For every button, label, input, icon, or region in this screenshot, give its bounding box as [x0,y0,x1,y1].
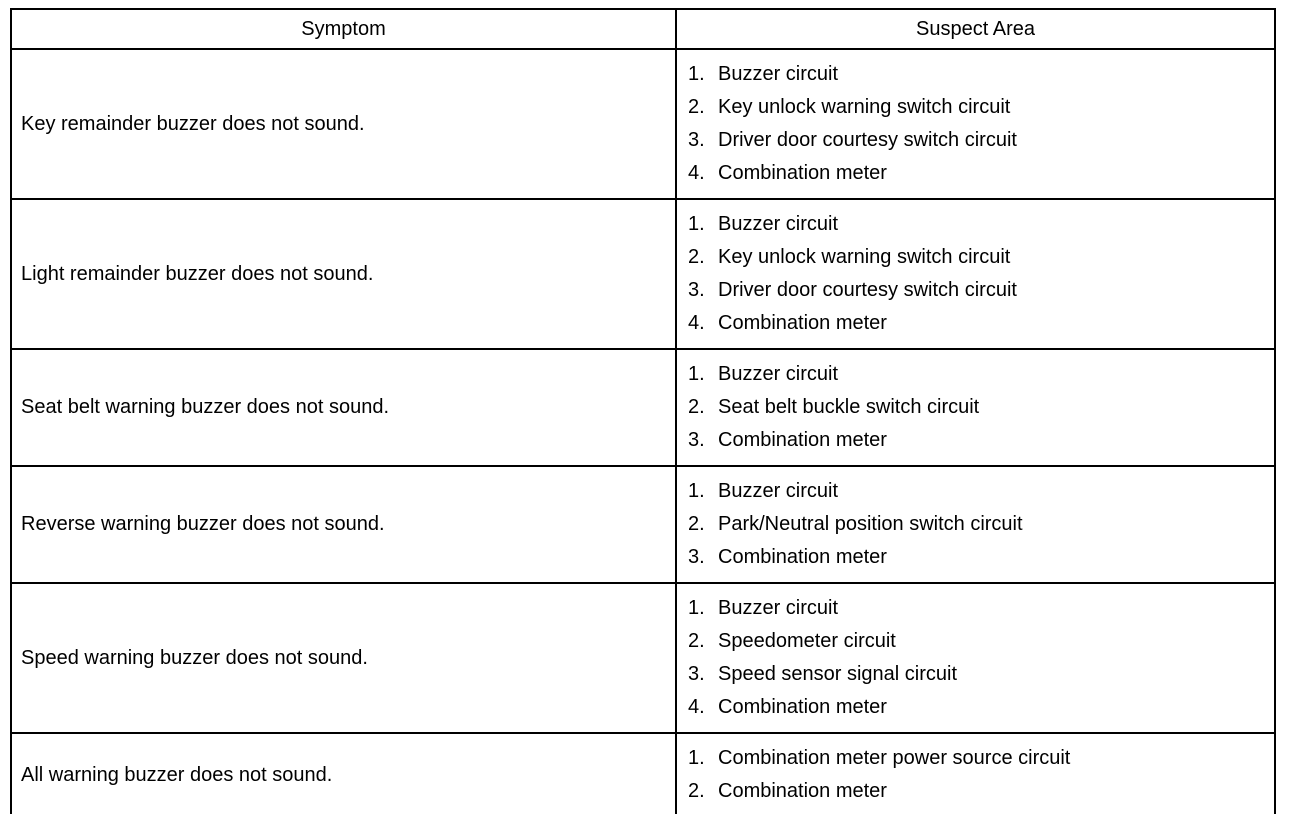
symptom-cell: Light remainder buzzer does not sound. [11,199,676,349]
suspect-area-list [688,742,1274,808]
list-item [688,124,1274,157]
list-item [688,691,1274,724]
header-suspect-area: Suspect Area [676,9,1275,49]
list-item [688,91,1274,124]
list-item-number: 3. [688,279,705,301]
list-item-text: Combination meter power source circuit [718,747,1071,769]
list-item-number: 1. [688,597,705,619]
suspect-area-cell [676,466,1275,583]
list-item [688,592,1274,625]
suspect-area-list [688,58,1274,190]
symptom-cell: Seat belt warning buzzer does not sound. [11,349,676,466]
list-item-number: 3. [688,546,705,568]
symptom-cell: Reverse warning buzzer does not sound. [11,466,676,583]
list-item-text: Buzzer circuit [718,363,839,385]
table-body [11,49,1275,814]
list-item-text: Combination meter [718,312,887,334]
list-item [688,508,1274,541]
list-item-number: 2. [688,513,705,535]
table-row [11,199,1275,349]
table-row [11,733,1275,814]
list-item-text: Speedometer circuit [718,630,896,652]
list-item [688,391,1274,424]
list-item [688,541,1274,574]
list-item-number: 1. [688,363,705,385]
list-item-number: 1. [688,213,705,235]
list-item-text: Driver door courtesy switch circuit [718,279,1017,301]
list-item-text: Combination meter [718,429,887,451]
list-item-number: 2. [688,396,705,418]
list-item-text: Buzzer circuit [718,63,839,85]
list-item-number: 1. [688,480,705,502]
list-item-text: Key unlock warning switch circuit [718,96,1011,118]
list-item [688,475,1274,508]
list-item-number: 2. [688,96,705,118]
suspect-area-list [688,208,1274,340]
header-symptom: Symptom [11,9,676,49]
table-row [11,583,1275,733]
list-item-text: Buzzer circuit [718,213,839,235]
list-item-number: 4. [688,696,705,718]
list-item-text: Combination meter [718,780,887,802]
list-item [688,742,1274,775]
header-row [11,9,1275,49]
list-item-number: 3. [688,663,705,685]
list-item [688,274,1274,307]
suspect-area-list [688,592,1274,724]
suspect-area-cell [676,583,1275,733]
suspect-area-cell [676,199,1275,349]
list-item [688,358,1274,391]
list-item-number: 4. [688,312,705,334]
suspect-area-cell [676,49,1275,199]
symptom-cell: Speed warning buzzer does not sound. [11,583,676,733]
list-item-text: Seat belt buckle switch circuit [718,396,980,418]
list-item-number: 2. [688,780,705,802]
list-item-text: Speed sensor signal circuit [718,663,958,685]
list-item-text: Buzzer circuit [718,480,839,502]
symptom-cell: Key remainder buzzer does not sound. [11,49,676,199]
list-item [688,625,1274,658]
list-item-text: Key unlock warning switch circuit [718,246,1011,268]
symptom-table [10,8,1276,814]
table-row [11,49,1275,199]
list-item [688,58,1274,91]
list-item-number: 4. [688,162,705,184]
list-item [688,658,1274,691]
list-item-number: 1. [688,63,705,85]
suspect-area-cell [676,733,1275,814]
list-item-text: Buzzer circuit [718,597,839,619]
list-item-text: Park/Neutral position switch circuit [718,513,1023,535]
suspect-area-list [688,358,1274,457]
list-item-text: Combination meter [718,546,887,568]
list-item-number: 2. [688,630,705,652]
list-item [688,307,1274,340]
suspect-area-cell [676,349,1275,466]
table-row [11,466,1275,583]
symptom-cell: All warning buzzer does not sound. [11,733,676,814]
table-row [11,349,1275,466]
list-item-text: Driver door courtesy switch circuit [718,129,1017,151]
list-item-number: 1. [688,747,705,769]
list-item [688,424,1274,457]
list-item-text: Combination meter [718,696,887,718]
list-item-text: Combination meter [718,162,887,184]
list-item [688,241,1274,274]
list-item-number: 3. [688,429,705,451]
suspect-area-list [688,475,1274,574]
list-item [688,208,1274,241]
list-item [688,157,1274,190]
list-item [688,775,1274,808]
troubleshooting-table-container [10,8,1274,814]
list-item-number: 3. [688,129,705,151]
list-item-number: 2. [688,246,705,268]
